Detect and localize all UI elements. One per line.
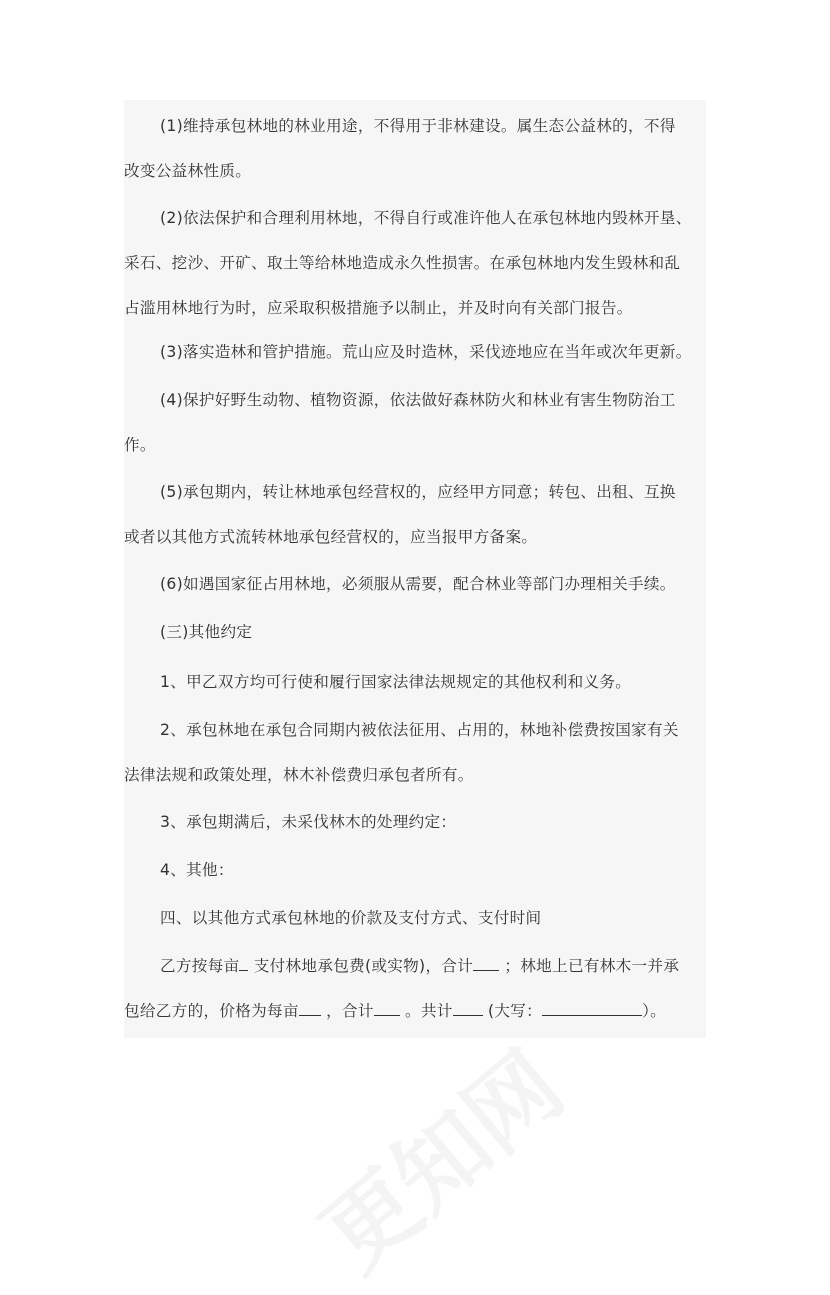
text-line: 占滥用林地行为时，应采取积极措施予以制止，并及时向有关部门报告。 — [124, 299, 633, 317]
text-line: 改变公益林性质。 — [124, 162, 252, 180]
text-line: (5)承包期内，转让林地承包经营权的，应经甲方同意；转包、出租、互换 — [160, 483, 676, 501]
text-line: 1、甲乙双方均可行使和履行国家法律法规规定的其他权利和义务。 — [160, 673, 632, 691]
blank-field — [299, 997, 321, 1016]
paragraph-6 — [124, 562, 706, 607]
document-body — [124, 100, 706, 1038]
blank-field — [453, 997, 483, 1016]
text-line: 作。 — [124, 436, 156, 454]
payment-text: 包给乙方的，价格为每亩 — [124, 1002, 299, 1020]
paragraph-1 — [124, 104, 706, 194]
item-1 — [124, 660, 706, 705]
text-line: 采石、挖沙、开矿、取土等给林地造成永久性损害。在承包林地内发生毁林和乱 — [124, 254, 681, 272]
payment-line-1 — [124, 944, 706, 989]
payment-text: (大写： — [482, 1002, 543, 1020]
text-line: 2、承包林地在承包合同期内被依法征用、占用的，林地补偿费按国家有关 — [160, 721, 679, 739]
paragraph-3 — [124, 330, 706, 375]
payment-text: 支付林地承包费(或实物)，合计 — [248, 957, 474, 975]
payment-text: 乙方按每亩 — [160, 957, 240, 975]
text-line: 法律法规和政策处理，林木补偿费归承包者所有。 — [124, 766, 474, 784]
watermark-bottom — [290, 1017, 586, 1295]
blank-field — [374, 997, 400, 1016]
payment-text: ）。 — [642, 1002, 667, 1020]
payment-text: ；林地上已有林木一并承 — [499, 957, 680, 975]
text-line: 3、承包期满后，未采伐林木的处理约定： — [160, 813, 457, 831]
payment-text: ，合计 — [320, 1002, 374, 1020]
paragraph-5 — [124, 470, 706, 560]
text-line: 或者以其他方式流转林地承包经营权的，应当报甲方备案。 — [124, 528, 538, 546]
text-line: (2)依法保护和合理利用林地，不得自行或准许他人在承包林地内毁林开垦、 — [160, 209, 692, 227]
payment-text: 。共计 — [399, 1002, 453, 1020]
text-line: (3)落实造林和管护措施。荒山应及时造林，采伐迹地应在当年或次年更新。 — [160, 343, 692, 361]
text-line: (1)维持承包林地的林业用途，不得用于非林建设。属生态公益林的，不得 — [160, 117, 676, 135]
section-heading-other — [124, 610, 706, 655]
payment-paragraph — [124, 944, 706, 1034]
text-line: (4)保护好野生动物、植物资源，依法做好森林防火和林业有害生物防治工 — [160, 391, 676, 409]
section-heading-four — [124, 896, 706, 941]
item-4 — [124, 848, 706, 893]
text-line: (6)如遇国家征占用林地，必须服从需要，配合林业等部门办理相关手续。 — [160, 575, 676, 593]
text-line: 4、其他： — [160, 861, 234, 879]
payment-line-2 — [124, 989, 706, 1034]
blank-field — [542, 997, 642, 1016]
blank-field — [473, 952, 499, 971]
item-2 — [124, 708, 706, 798]
item-3 — [124, 800, 706, 845]
text-line: 四、以其他方式承包林地的价款及支付方式、支付时间 — [160, 909, 542, 927]
paragraph-2 — [124, 196, 706, 331]
text-line: (三)其他约定 — [160, 623, 253, 641]
paragraph-4 — [124, 378, 706, 468]
